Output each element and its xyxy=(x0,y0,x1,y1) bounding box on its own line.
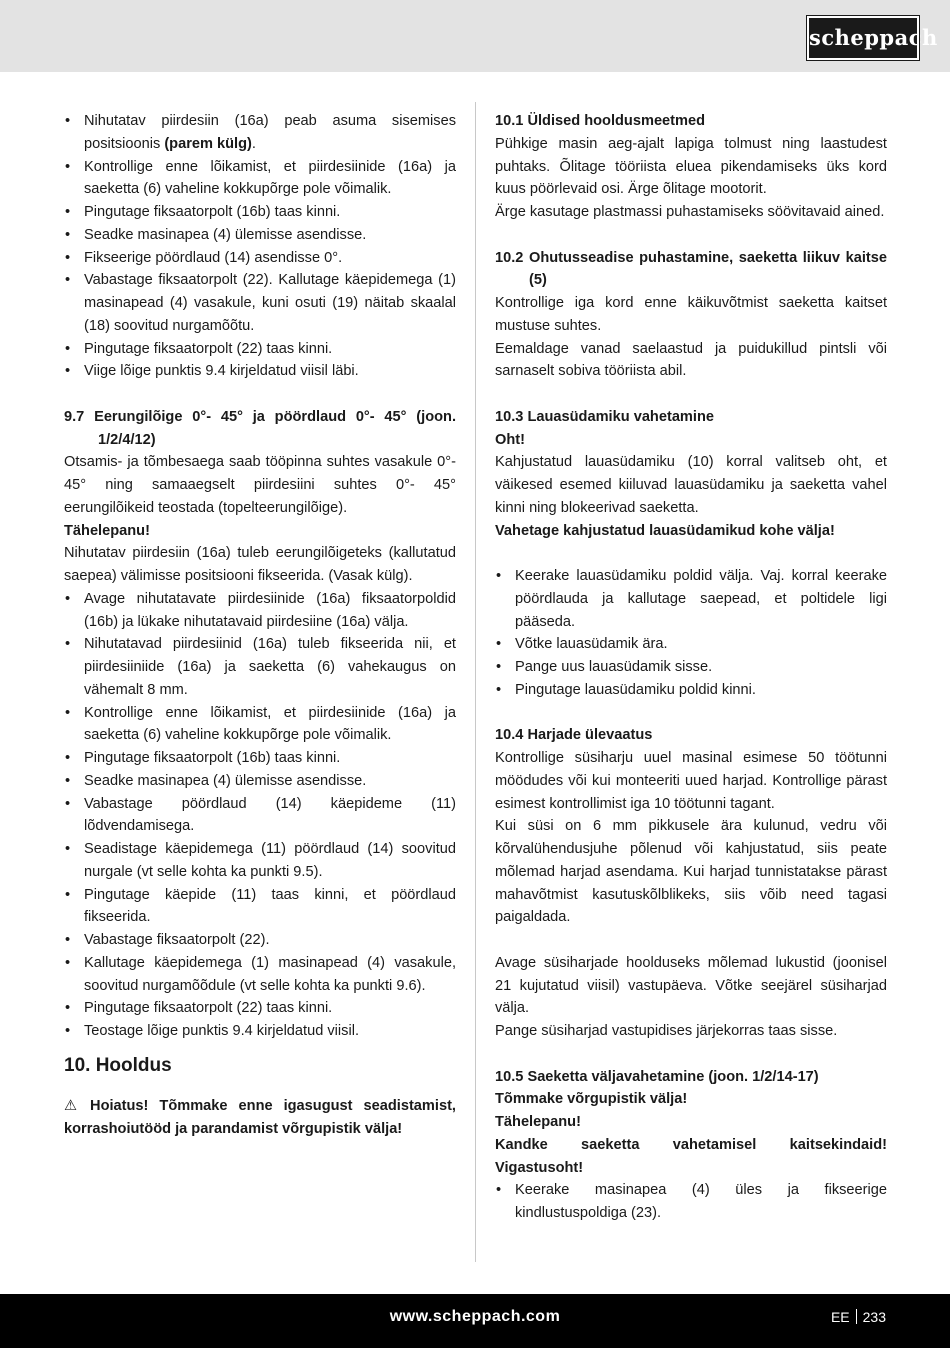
list-item: • Kontrollige enne lõikamist, et piirdesiinide (16a) ja saeketta (6) vaheline kokkupõrge pole võimalik. xyxy=(64,156,456,202)
bullet-list-10-3 xyxy=(495,565,887,702)
section-note: Nihutatav piirdesiin (16a) tuleb eerungilõigeteks (kallutatud saepea) välimisse positsiooni fikseerida. (Vasak külg). xyxy=(64,545,456,584)
list-item: • Keerake masinapea (4) üles ja fikseerige kindlustuspoldiga (23). xyxy=(495,1179,887,1225)
list-item: • Viige lõige punktis 9.4 kirjeldatud viisil läbi. xyxy=(64,360,456,383)
bullet-list-a xyxy=(64,110,456,383)
section-body: Otsamis- ja tõmbesaega saab tööpinna suhtes vasakule 0°- 45° ning samaaegselt piirdesiini suhtes 0°- 45° eerungilõikeid teostada (topelteerungilõige). xyxy=(64,454,456,516)
section-emphasis: Vahetage kahjustatud lauasüdamikud kohe välja! xyxy=(495,522,835,539)
list-item: • Pingutage fiksaatorpolt (16b) taas kinni. xyxy=(64,747,456,770)
left-column xyxy=(64,110,456,1140)
list-item: • Vabastage fiksaatorpolt (22). xyxy=(64,929,456,952)
section-body: Kui süsi on 6 mm pikkusele ära kulunud, vedru või kõrvalühendusjuhe põlenud või kahjustatud, siis peate mõlemad harjad asendama. Kui harjad tunnistatakse pärast mahavõtmist kasutuskõlblikeks, siis võib need tagasi paigaldada. xyxy=(495,818,887,926)
attention-label: Tähelepanu! xyxy=(495,1114,581,1130)
section-body: Kahjustatud lauasüdamiku (10) korral valitseb oht, et väikesed esemed kiiluvad lauasüdamiku ja saeketta vahel kinni ning blokeerivad saeketta. xyxy=(495,454,887,516)
section-emphasis: Tõmmake võrgupistik välja! xyxy=(495,1091,688,1108)
page-indicator xyxy=(831,1309,886,1325)
bullet-list-b xyxy=(64,588,456,1043)
page-footer xyxy=(0,1294,950,1348)
section-heading-10-1: 10.1 Üldised hooldusmeetmed xyxy=(495,113,706,129)
section-emphasis: Kandke saeketta vahetamisel kaitsekindaid! Vigastusoht! xyxy=(495,1136,887,1176)
section-heading-9-7: 9.7 Eerungilõige 0°- 45° ja pöördlaud 0°- 45° (joon. 1/2/4/12) xyxy=(64,408,456,448)
warning-paragraph: ⚠ Hoiatus! Tõmmake enne igasugust seadistamist, korrashoiutööd ja parandamist võrgupistik välja! xyxy=(64,1097,456,1137)
warning-icon: ⚠ xyxy=(64,1097,85,1114)
column-divider xyxy=(475,102,476,1262)
list-item: • Nihutatav piirdesiin (16a) peab asuma sisemises positsioonis (parem külg). xyxy=(64,110,456,156)
section-body: Avage süsiharjade hoolduseks mõlemad lukustid (joonisel 21 kujutatud viisil) vastupäeva. Võtke seejärel süsiharjad välja. xyxy=(495,954,887,1017)
list-item: • Pingutage käepide (11) taas kinni, et pöördlaud fikseerida. xyxy=(64,884,456,930)
list-item: • Pingutage fiksaatorpolt (22) taas kinni. xyxy=(64,997,456,1020)
list-item: • Seadke masinapea (4) ülemisse asendisse. xyxy=(64,770,456,793)
list-item: • Nihutatavad piirdesiinid (16a) tuleb fikseerida nii, et piirdesiiniide (16a) ja saeketta (6) vahekaugus on vähemalt 8 mm. xyxy=(64,633,456,701)
attention-label: Tähelepanu! xyxy=(64,522,150,539)
list-item: • Avage nihutatavate piirdesiinide (16a) fiksaatorpoldid (16b) ja lükake nihutatavaid piirdesiine (16a) välja. xyxy=(64,588,456,634)
list-item: • Vabastage pöördlaud (14) käepideme (11) lõdvendamisega. xyxy=(64,793,456,839)
page-header xyxy=(0,0,950,72)
bullet-list-10-5 xyxy=(495,1179,887,1225)
list-item: • Keerake lauasüdamiku poldid välja. Vaj. korral keerake pöördlauda ja kallutage saepead, et poltidele ligi pääseda. xyxy=(495,565,887,633)
page-number: 233 xyxy=(862,1309,886,1325)
website-link[interactable]: www.scheppach.com xyxy=(389,1308,561,1325)
section-body: Pühkige masin aeg-ajalt lapiga tolmust ning laastudest puhtaks. Õlitage tööriista eluea pikendamiseks üks kord kuus pöörlevaid osi. Ärge õlitage mootorit. xyxy=(495,135,887,198)
list-item: • Fikseerige pöördlaud (14) asendisse 0°. xyxy=(64,247,456,270)
language-code: EE xyxy=(830,1309,850,1325)
list-item: • Kallutage käepidemega (1) masinapead (4) vasakule, soovitud nurgamõõdule (vt selle kohta ka punkti 9.6). xyxy=(64,952,456,998)
section-heading-10-4: 10.4 Harjade ülevaatus xyxy=(495,727,653,744)
section-heading-10-3: 10.3 Lauasüdamiku vahetamine xyxy=(495,408,714,425)
list-item: • Pange uus lauasüdamik sisse. xyxy=(495,656,887,679)
list-item: • Pingutage fiksaatorpolt (16b) taas kinni. xyxy=(64,201,456,224)
list-item: • Vabastage fiksaatorpolt (22). Kallutage käepidemega (1) masinapead (4) vasakule, kuni osuti (19) näitab skaalal (18) soovitud nurgamõõtu. xyxy=(64,269,456,337)
list-item: • Pingutage lauasüdamiku poldid kinni. xyxy=(495,679,887,702)
list-item: • Seadistage käepidemega (11) pöördlaud (14) soovitud nurgale (vt selle kohta ka punkti 9.5). xyxy=(64,838,456,884)
list-item: • Pingutage fiksaatorpolt (22) taas kinni. xyxy=(64,338,456,361)
list-item: • Seadke masinapea (4) ülemisse asendisse. xyxy=(64,224,456,247)
list-item: • Kontrollige enne lõikamist, et piirdesiinide (16a) ja saeketta (6) vaheline kokkupõrge pole võimalik. xyxy=(64,702,456,748)
chapter-title: 10. Hooldus xyxy=(64,1054,172,1076)
list-item: • Teostage lõige punktis 9.4 kirjeldatud viisil. xyxy=(64,1020,456,1043)
section-body: Kontrollige iga kord enne käikuvõtmist saeketta kaitset mustuse suhtes. xyxy=(495,295,887,334)
scheppach-logo: scheppach xyxy=(807,16,919,60)
section-heading-10-2: 10.2 Ohutusseadise puhastamine, saeketta liikuv kaitse (5) xyxy=(495,249,887,289)
section-body: Eemaldage vanad saelaastud ja puidukillud pintsli või sarnaselt sobiva tööriista abil. xyxy=(495,340,887,380)
right-column xyxy=(495,110,887,1225)
list-item: • Võtke lauasüdamik ära. xyxy=(495,633,887,656)
footer-separator xyxy=(856,1309,857,1324)
section-body: Pange süsiharjad vastupidises järjekorras taas sisse. xyxy=(495,1023,838,1039)
section-heading-10-5: 10.5 Saeketta väljavahetamine (joon. 1/2/14-17) xyxy=(495,1068,819,1085)
danger-label: Oht! xyxy=(495,431,525,448)
section-body: Ärge kasutage plastmassi puhastamiseks söövitavaid ained. xyxy=(495,204,885,220)
section-body: Kontrollige süsiharju uuel masinal esimese 50 töötunni möödudes või kui monteeriti uued harjad. Kontrollige pärast esimest kontrollimist iga 10 töötunni tagant. xyxy=(495,750,887,812)
